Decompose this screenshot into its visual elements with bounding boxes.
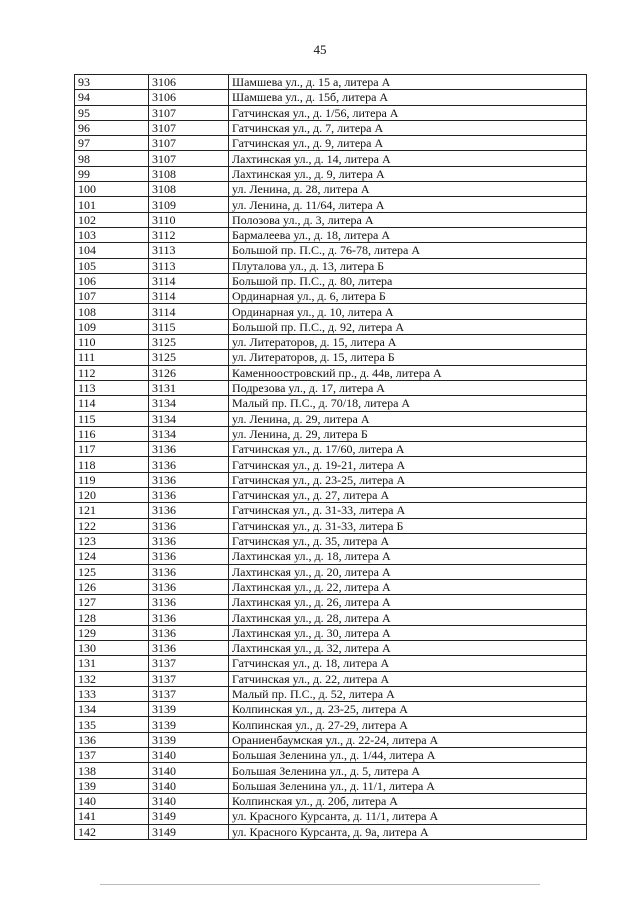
table-row (75, 717, 587, 732)
row-number-cell: 109 (75, 319, 149, 334)
row-number-cell: 136 (75, 732, 149, 747)
row-number-cell: 95 (75, 105, 149, 120)
code-cell: 3140 (149, 763, 229, 778)
row-number-cell: 103 (75, 227, 149, 242)
code-cell: 3139 (149, 732, 229, 747)
address-cell: Лахтинская ул., д. 28, литера А (229, 610, 587, 625)
code-cell: 3136 (149, 503, 229, 518)
address-cell: ул. Ленина, д. 28, литера А (229, 182, 587, 197)
code-cell: 3131 (149, 380, 229, 395)
address-cell: Бармалеева ул., д. 18, литера А (229, 227, 587, 242)
row-number-cell: 118 (75, 457, 149, 472)
table-row (75, 824, 587, 839)
code-cell: 3108 (149, 182, 229, 197)
address-cell: Лахтинская ул., д. 26, литера А (229, 595, 587, 610)
address-cell: Большой пр. П.С., д. 92, литера А (229, 319, 587, 334)
table-row (75, 350, 587, 365)
table-row (75, 380, 587, 395)
table-row (75, 778, 587, 793)
code-cell: 3136 (149, 549, 229, 564)
table-row (75, 227, 587, 242)
code-cell: 3113 (149, 243, 229, 258)
code-cell: 3140 (149, 748, 229, 763)
row-number-cell: 113 (75, 380, 149, 395)
row-number-cell: 142 (75, 824, 149, 839)
row-number-cell: 98 (75, 151, 149, 166)
table-row (75, 75, 587, 90)
row-number-cell: 105 (75, 258, 149, 273)
address-cell: ул. Литераторов, д. 15, литера Б (229, 350, 587, 365)
row-number-cell: 128 (75, 610, 149, 625)
row-number-cell: 93 (75, 75, 149, 90)
table-row (75, 166, 587, 181)
address-cell: Подрезова ул., д. 17, литера А (229, 380, 587, 395)
page-number: 45 (313, 42, 327, 57)
table-row (75, 258, 587, 273)
code-cell: 3136 (149, 533, 229, 548)
row-number-cell: 94 (75, 90, 149, 105)
table-row (75, 289, 587, 304)
code-cell: 3113 (149, 258, 229, 273)
address-cell: Малый пр. П.С., д. 52, литера А (229, 686, 587, 701)
row-number-cell: 123 (75, 533, 149, 548)
row-number-cell: 133 (75, 686, 149, 701)
address-cell: Большая Зеленина ул., д. 5, литера А (229, 763, 587, 778)
row-number-cell: 100 (75, 182, 149, 197)
row-number-cell: 115 (75, 411, 149, 426)
code-cell: 3149 (149, 809, 229, 824)
address-cell: Лахтинская ул., д. 22, литера А (229, 579, 587, 594)
address-cell: Шамшева ул., д. 15 а, литера А (229, 75, 587, 90)
code-cell: 3114 (149, 304, 229, 319)
table-row (75, 488, 587, 503)
address-cell: Плуталова ул., д. 13, литера Б (229, 258, 587, 273)
address-cell: Полозова ул., д. 3, литера А (229, 212, 587, 227)
row-number-cell: 111 (75, 350, 149, 365)
address-cell: Большой пр. П.С., д. 80, литера (229, 273, 587, 288)
code-cell: 3136 (149, 625, 229, 640)
table-row (75, 120, 587, 135)
table-row (75, 304, 587, 319)
table-row (75, 457, 587, 472)
code-cell: 3109 (149, 197, 229, 212)
code-cell: 3134 (149, 411, 229, 426)
table-row (75, 533, 587, 548)
address-cell: Лахтинская ул., д. 14, литера А (229, 151, 587, 166)
code-cell: 3106 (149, 90, 229, 105)
address-cell: Ординарная ул., д. 10, литера А (229, 304, 587, 319)
row-number-cell: 120 (75, 488, 149, 503)
row-number-cell: 101 (75, 197, 149, 212)
code-cell: 3136 (149, 610, 229, 625)
address-cell: Ординарная ул., д. 6, литера Б (229, 289, 587, 304)
code-cell: 3108 (149, 166, 229, 181)
address-cell: Большой пр. П.С., д. 76-78, литера А (229, 243, 587, 258)
table-row (75, 151, 587, 166)
table-row (75, 610, 587, 625)
table-row (75, 640, 587, 655)
code-cell: 3106 (149, 75, 229, 90)
code-cell: 3136 (149, 488, 229, 503)
table-row (75, 243, 587, 258)
row-number-cell: 96 (75, 120, 149, 135)
address-cell: Гатчинская ул., д. 1/56, литера А (229, 105, 587, 120)
table-row (75, 426, 587, 441)
code-cell: 3107 (149, 136, 229, 151)
table-row (75, 182, 587, 197)
row-number-cell: 126 (75, 579, 149, 594)
table-row (75, 273, 587, 288)
table-row (75, 686, 587, 701)
code-cell: 3107 (149, 120, 229, 135)
table-row (75, 365, 587, 380)
row-number-cell: 110 (75, 335, 149, 350)
address-cell: ул. Ленина, д. 29, литера А (229, 411, 587, 426)
row-number-cell: 97 (75, 136, 149, 151)
code-cell: 3112 (149, 227, 229, 242)
code-cell: 3137 (149, 671, 229, 686)
address-cell: Шамшева ул., д. 15б, литера А (229, 90, 587, 105)
table-row (75, 518, 587, 533)
table-row (75, 809, 587, 824)
code-cell: 3136 (149, 579, 229, 594)
table-row (75, 579, 587, 594)
code-cell: 3136 (149, 564, 229, 579)
table-row (75, 732, 587, 747)
code-cell: 3139 (149, 702, 229, 717)
table-row (75, 472, 587, 487)
address-cell: Гатчинская ул., д. 19-21, литера А (229, 457, 587, 472)
table-row (75, 105, 587, 120)
address-cell: Гатчинская ул., д. 17/60, литера А (229, 442, 587, 457)
row-number-cell: 106 (75, 273, 149, 288)
table-row (75, 625, 587, 640)
address-cell: Гатчинская ул., д. 31-33, литера Б (229, 518, 587, 533)
row-number-cell: 137 (75, 748, 149, 763)
table-row (75, 136, 587, 151)
code-cell: 3136 (149, 457, 229, 472)
address-cell: Гатчинская ул., д. 18, литера А (229, 656, 587, 671)
table-row (75, 793, 587, 808)
code-cell: 3114 (149, 273, 229, 288)
table-row (75, 702, 587, 717)
code-cell: 3136 (149, 640, 229, 655)
row-number-cell: 117 (75, 442, 149, 457)
table-row (75, 656, 587, 671)
table-row (75, 503, 587, 518)
address-cell: Гатчинская ул., д. 27, литера А (229, 488, 587, 503)
row-number-cell: 121 (75, 503, 149, 518)
code-cell: 3134 (149, 396, 229, 411)
address-cell: Колпинская ул., д. 20б, литера А (229, 793, 587, 808)
code-cell: 3136 (149, 595, 229, 610)
address-cell: Ораниенбаумская ул., д. 22-24, литера А (229, 732, 587, 747)
row-number-cell: 112 (75, 365, 149, 380)
address-cell: Гатчинская ул., д. 9, литера А (229, 136, 587, 151)
row-number-cell: 130 (75, 640, 149, 655)
row-number-cell: 108 (75, 304, 149, 319)
table-row (75, 319, 587, 334)
code-cell: 3114 (149, 289, 229, 304)
row-number-cell: 125 (75, 564, 149, 579)
row-number-cell: 135 (75, 717, 149, 732)
row-number-cell: 134 (75, 702, 149, 717)
table-row (75, 595, 587, 610)
row-number-cell: 99 (75, 166, 149, 181)
code-cell: 3140 (149, 778, 229, 793)
address-cell: Лахтинская ул., д. 32, литера А (229, 640, 587, 655)
table-row (75, 748, 587, 763)
row-number-cell: 119 (75, 472, 149, 487)
code-cell: 3137 (149, 656, 229, 671)
code-cell: 3139 (149, 717, 229, 732)
code-cell: 3110 (149, 212, 229, 227)
address-cell: Малый пр. П.С., д. 70/18, литера А (229, 396, 587, 411)
address-cell: Лахтинская ул., д. 20, литера А (229, 564, 587, 579)
address-cell: Колпинская ул., д. 23-25, литера А (229, 702, 587, 717)
code-cell: 3149 (149, 824, 229, 839)
row-number-cell: 107 (75, 289, 149, 304)
address-cell: Гатчинская ул., д. 31-33, литера А (229, 503, 587, 518)
table-row (75, 671, 587, 686)
row-number-cell: 116 (75, 426, 149, 441)
row-number-cell: 124 (75, 549, 149, 564)
row-number-cell: 122 (75, 518, 149, 533)
address-cell: Каменноостровский пр., д. 44в, литера А (229, 365, 587, 380)
table-row (75, 212, 587, 227)
table-body (75, 75, 587, 840)
address-cell: ул. Ленина, д. 11/64, литера А (229, 197, 587, 212)
table-row (75, 549, 587, 564)
code-cell: 3140 (149, 793, 229, 808)
code-cell: 3126 (149, 365, 229, 380)
address-cell: Гатчинская ул., д. 7, литера А (229, 120, 587, 135)
address-cell: Лахтинская ул., д. 9, литера А (229, 166, 587, 181)
code-cell: 3136 (149, 518, 229, 533)
code-cell: 3137 (149, 686, 229, 701)
row-number-cell: 132 (75, 671, 149, 686)
code-cell: 3107 (149, 105, 229, 120)
address-cell: ул. Красного Курсанта, д. 9а, литера А (229, 824, 587, 839)
table-row (75, 763, 587, 778)
table-row (75, 442, 587, 457)
address-table (74, 74, 587, 840)
row-number-cell: 127 (75, 595, 149, 610)
address-cell: ул. Ленина, д. 29, литера Б (229, 426, 587, 441)
address-cell: Гатчинская ул., д. 35, литера А (229, 533, 587, 548)
table-row (75, 564, 587, 579)
table-row (75, 335, 587, 350)
row-number-cell: 140 (75, 793, 149, 808)
table-row (75, 396, 587, 411)
row-number-cell: 104 (75, 243, 149, 258)
row-number-cell: 141 (75, 809, 149, 824)
table-row (75, 90, 587, 105)
code-cell: 3136 (149, 472, 229, 487)
address-cell: Большая Зеленина ул., д. 11/1, литера А (229, 778, 587, 793)
address-cell: Большая Зеленина ул., д. 1/44, литера А (229, 748, 587, 763)
row-number-cell: 139 (75, 778, 149, 793)
row-number-cell: 131 (75, 656, 149, 671)
code-cell: 3134 (149, 426, 229, 441)
code-cell: 3125 (149, 335, 229, 350)
row-number-cell: 129 (75, 625, 149, 640)
code-cell: 3115 (149, 319, 229, 334)
address-cell: Гатчинская ул., д. 23-25, литера А (229, 472, 587, 487)
row-number-cell: 138 (75, 763, 149, 778)
address-cell: Гатчинская ул., д. 22, литера А (229, 671, 587, 686)
code-cell: 3125 (149, 350, 229, 365)
footer-divider (100, 884, 540, 885)
address-cell: Лахтинская ул., д. 30, литера А (229, 625, 587, 640)
code-cell: 3107 (149, 151, 229, 166)
table-row (75, 197, 587, 212)
address-cell: ул. Литераторов, д. 15, литера А (229, 335, 587, 350)
row-number-cell: 114 (75, 396, 149, 411)
table-row (75, 411, 587, 426)
address-cell: Лахтинская ул., д. 18, литера А (229, 549, 587, 564)
row-number-cell: 102 (75, 212, 149, 227)
address-cell: Колпинская ул., д. 27-29, литера А (229, 717, 587, 732)
code-cell: 3136 (149, 442, 229, 457)
address-cell: ул. Красного Курсанта, д. 11/1, литера А (229, 809, 587, 824)
